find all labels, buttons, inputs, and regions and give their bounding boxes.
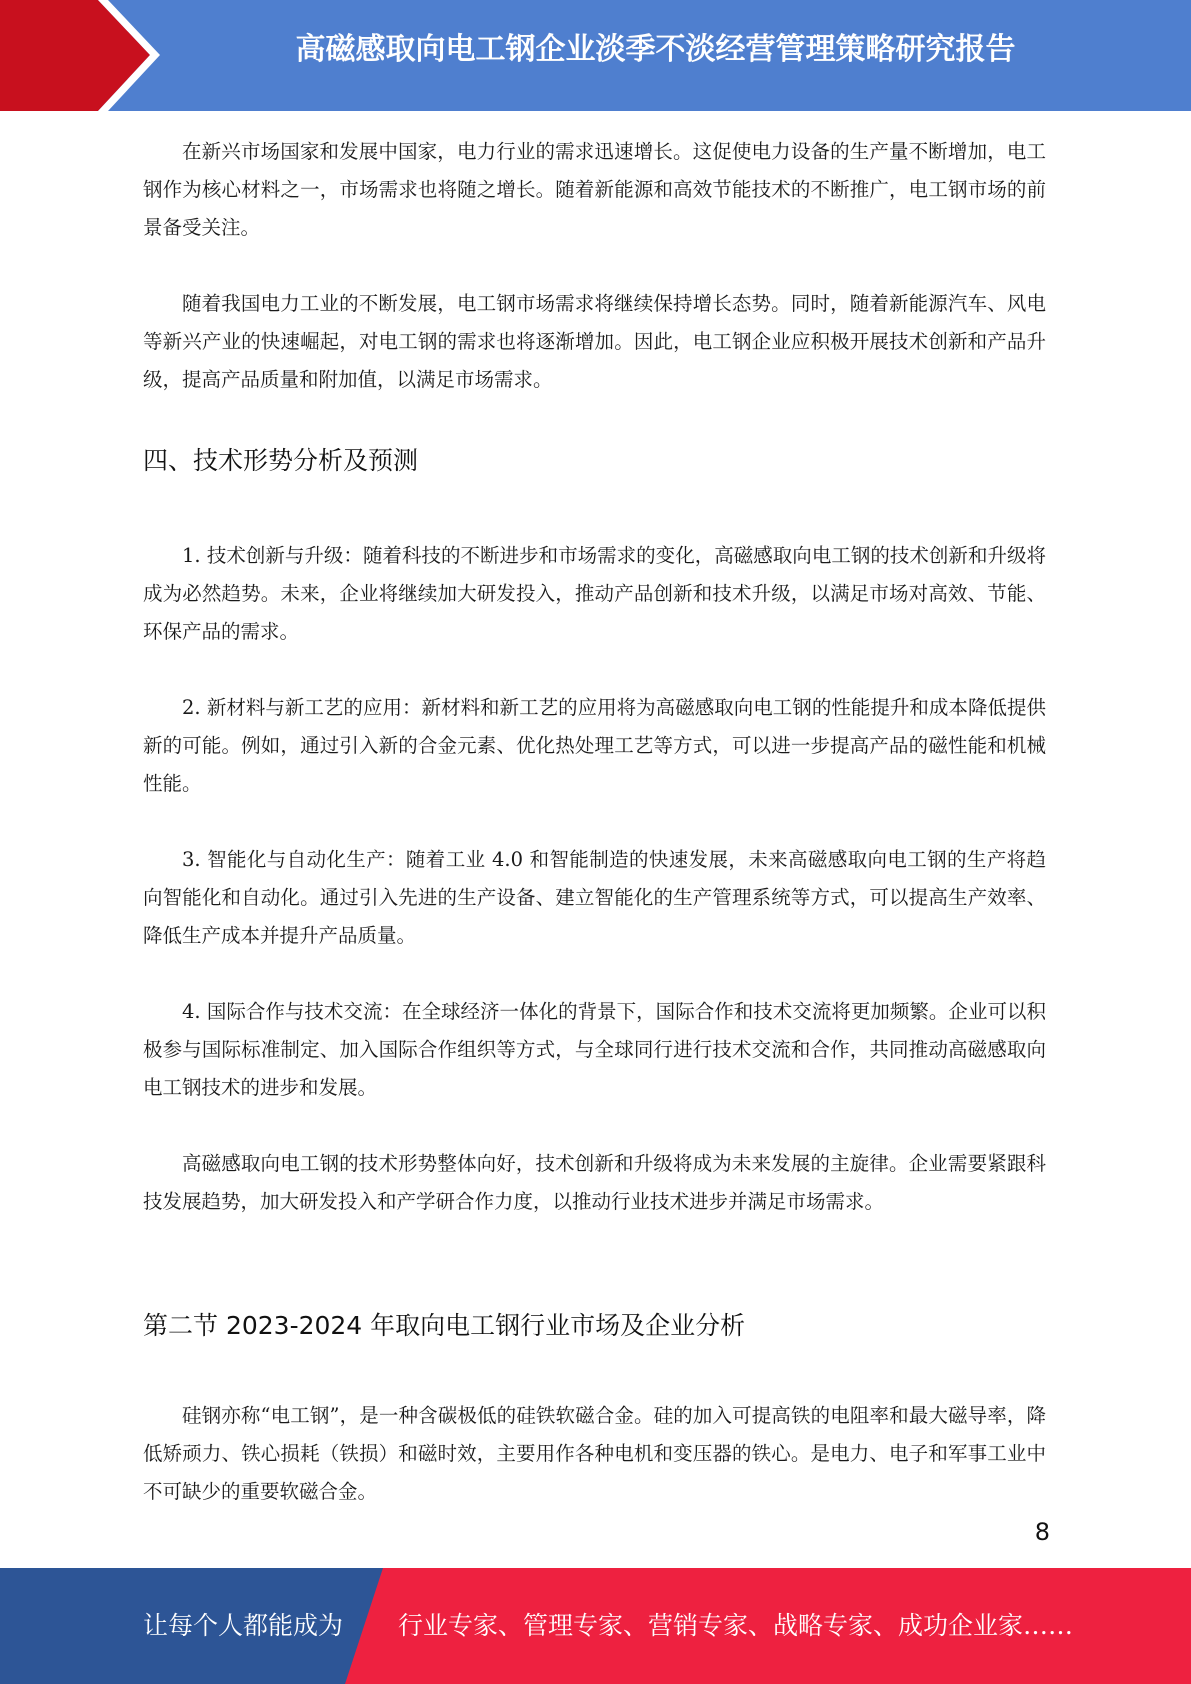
paragraph-market-demand: 在新兴市场国家和发展中国家，电力行业的需求迅速增长。这促使电力设备的生产量不断增加，电工钢作为核心材料之一，市场需求也将随之增长。随着新能源和高效节能技术的不断推广，电工钢市场的前景备受关注。 — [143, 140, 1046, 239]
page-content — [143, 133, 1046, 1511]
list-item-automation: 3. 智能化与自动化生产：随着工业 4.0 和智能制造的快速发展，未来高磁感取向电工钢的生产将趋向智能化和自动化。通过引入先进的生产设备、建立智能化的生产管理系统等方式，可以提高生产效率、降低生产成本并提升产品质量。 — [143, 848, 1046, 947]
page-header — [0, 0, 1191, 111]
page-number: 8 — [1034, 1518, 1050, 1546]
paragraph-growth-trend: 随着我国电力工业的不断发展，电工钢市场需求将继续保持增长态势。同时，随着新能源汽车、风电等新兴产业的快速崛起，对电工钢的需求也将逐渐增加。因此，电工钢企业应积极开展技术创新和产品升级，提高产品质量和附加值，以满足市场需求。 — [143, 292, 1046, 391]
paragraph-silicon-steel: 硅钢亦称“电工钢”，是一种含碳极低的硅铁软磁合金。硅的加入可提高铁的电阻率和最大磁导率，降低矫顽力、铁心损耗（铁损）和磁时效，主要用作各种电机和变压器的铁心。是电力、电子和军事工业中不可缺少的重要软磁合金。 — [143, 1404, 1046, 1503]
section-heading-technology: 四、技术形势分析及预测 — [143, 446, 419, 475]
header-red-arrow — [0, 0, 150, 111]
paragraph-summary: 高磁感取向电工钢的技术形势整体向好，技术创新和升级将成为未来发展的主旋律。企业需要紧跟科技发展趋势，加大研发投入和产学研合作力度，以推动行业技术进步并满足市场需求。 — [143, 1152, 1046, 1213]
report-title: 高磁感取向电工钢企业淡季不淡经营管理策略研究报告 — [295, 32, 1016, 67]
list-item-new-materials: 2. 新材料与新工艺的应用：新材料和新工艺的应用将为高磁感取向电工钢的性能提升和成本降低提供新的可能。例如，通过引入新的合金元素、优化热处理工艺等方式，可以进一步提高产品的磁性能和机械性能。 — [143, 696, 1046, 795]
section-heading-market-analysis: 第二节 2023-2024 年取向电工钢行业市场及企业分析 — [143, 1311, 746, 1340]
footer-slogan-left: 让每个人都能成为 — [143, 1611, 344, 1640]
list-item-cooperation: 4. 国际合作与技术交流：在全球经济一体化的背景下，国际合作和技术交流将更加频繁。企业可以积极参与国际标准制定、加入国际合作组织等方式，与全球同行进行技术交流和合作，共同推动高磁感取向电工钢技术的进步和发展。 — [143, 1000, 1046, 1099]
footer-slogan-right: 行业专家、管理专家、营销专家、战略专家、成功企业家…… — [398, 1611, 1074, 1640]
page-footer — [0, 1568, 1191, 1684]
list-item-innovation: 1. 技术创新与升级：随着科技的不断进步和市场需求的变化，高磁感取向电工钢的技术创新和升级将成为必然趋势。未来，企业将继续加大研发投入，推动产品创新和技术升级，以满足市场对高效、节能、环保产品的需求。 — [143, 544, 1046, 643]
